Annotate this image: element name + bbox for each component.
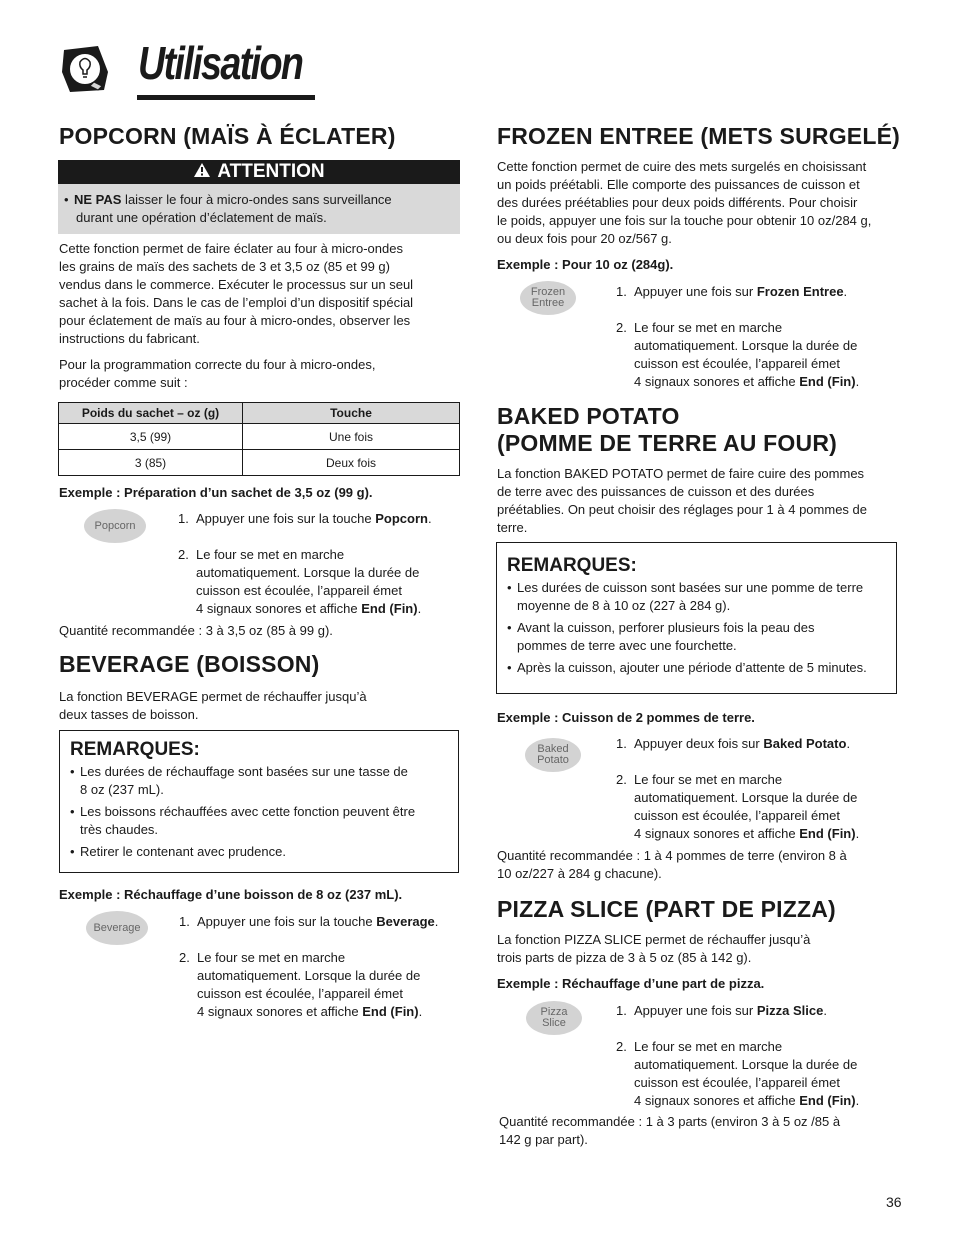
remark-text: Les durées de réchauffage sont basées sur une tasse de [80,764,408,779]
table-row [59,424,460,450]
attention-body: • NE PAS laisser le four à micro-ondes sans surveillance durant une opération d’éclatement de maïs. [58,184,460,234]
step-key: End (Fin) [362,1004,419,1019]
table-cell: Deux fois [243,450,460,476]
step-text: Appuyer une fois sur la touche [197,914,377,929]
remark-item: • Les boissons réchauffées avec cette fonction peuvent être très chaudes. [70,803,450,839]
frozen-entree-button-graphic [520,281,576,315]
popcorn-steps: 1. Appuyer une fois sur la touche Popcorn. 2. Le four se met en marche automatiquement. Lorsque la durée de cuisson est écoulée, l’appareil émet 4 signaux sonores et affiche End (Fin). [178,510,460,618]
table-header: Touche [243,403,460,424]
text-line: des durées préétablies pour deux poids différents. Pour choisir [497,195,858,210]
popcorn-intro [59,240,459,348]
step-text: Appuyer une fois sur [634,1003,757,1018]
text-line: procéder comme suit : [59,375,188,390]
beverage-steps: 1. Appuyer une fois sur la touche Beverage. 2. Le four se met en marche automatiquement. Lorsque la durée de cuisson est écoulée, l’appareil émet 4 signaux sonores et affiche End (Fin). [179,913,461,1021]
button-graphic-label: Slice [542,1017,566,1029]
step-text: 4 signaux sonores et affiche [196,601,362,616]
beverage-button-graphic [86,911,148,945]
step-text: Le four se met en marche [634,772,783,787]
step-key: End (Fin) [799,1093,856,1108]
text-line: ou deux fois pour 20 oz/567 g. [497,231,672,246]
table-header-row [59,403,460,424]
remarks-title: REMARQUES: [507,555,637,576]
text-line: un poids préétabli. Elle comporte des puissances de cuisson et [497,177,860,192]
heading-line: (POMME DE TERRE AU FOUR) [497,430,837,456]
step-text: 4 signaux sonores et affiche [634,826,800,841]
remark-text: Après la cuisson, ajouter une période d’attente de 5 minutes. [517,660,867,675]
step-key: End (Fin) [799,826,856,841]
step-key: Baked Potato [763,736,847,751]
heading-line: BAKED POTATO [497,403,680,429]
text-line: La fonction BAKED POTATO permet de faire cuire des pommes [497,466,865,481]
potato-quantity [497,847,907,883]
remark-text: Retirer le contenant avec prudence. [80,844,286,859]
remarks-title: REMARQUES: [70,739,200,760]
step-key: Beverage [376,914,435,929]
step-text: automatiquement. Lorsque la durée de [197,968,421,983]
potato-remarks-box [496,542,897,694]
table-row [59,450,460,476]
beverage-example: Exemple : Réchauffage d’une boisson de 8 oz (237 mL). [59,887,403,902]
step-text: cuisson est écoulée, l’appareil émet [634,1075,840,1090]
button-graphic-label: Frozen [530,286,566,298]
attention-line1: laisser le four à micro-ondes sans surveillance [121,192,392,207]
popcorn-intro2 [59,356,459,392]
beverage-heading: BEVERAGE (BOISSON) [59,651,320,677]
step-text: Le four se met en marche [634,1039,783,1054]
frozen-example: Exemple : Pour 10 oz (284g). [497,257,674,272]
popcorn-example: Exemple : Préparation d’un sachet de 3,5 oz (99 g). [59,485,373,500]
step-text: automatiquement. Lorsque la durée de [634,790,858,805]
text-line: préétablies. On peut choisir des réglages pour 1 à 4 pommes de [497,502,867,517]
step-text: 4 signaux sonores et affiche [634,374,800,389]
button-graphic-label: Pizza [540,1006,568,1018]
step-text: Appuyer une fois sur [634,284,757,299]
baked-potato-button-graphic [525,738,581,772]
step-text: automatiquement. Lorsque la durée de [634,1057,858,1072]
remark-item: • Les durées de cuisson sont basées sur une pomme de terre moyenne de 8 à 10 oz (227 à 284 g). [507,579,888,615]
attention-label: ATTENTION [217,161,325,182]
potato-steps: 1. Appuyer deux fois sur Baked Potato. 2. Le four se met en marche automatiquement. Lorsque la durée de cuisson est écoulée, l’appareil émet 4 signaux sonores et affiche End (Fin). [616,735,906,843]
step-text: cuisson est écoulée, l’appareil émet [634,808,840,823]
tip-lightbulb-icon [58,42,112,96]
text-line: instructions du fabricant. [59,331,200,346]
step-text: . [427,511,432,526]
remark-text: Les boissons réchauffées avec cette fonction peuvent être [80,804,416,819]
title-underline [137,95,315,100]
attention-line2: durant une opération d’éclatement de maïs. [76,210,327,225]
table-header: Poids du sachet – oz (g) [59,403,243,424]
remark-text: moyenne de 8 à 10 oz (227 à 284 g). [517,598,731,613]
table-cell: Une fois [243,424,460,450]
text-line: trois parts de pizza de 3 à 5 oz (85 à 142 g). [497,950,752,965]
step-text: cuisson est écoulée, l’appareil émet [196,583,402,598]
step-key: End (Fin) [799,374,856,389]
frozen-heading: FROZEN ENTREE (METS SURGELÉ) [497,123,901,149]
text-line: de terre avec des puissances de cuisson et des durées [497,484,815,499]
step-text: 4 signaux sonores et affiche [197,1004,363,1019]
potato-heading [497,403,907,457]
step-text: Appuyer deux fois sur [634,736,764,751]
text-line: La fonction BEVERAGE permet de réchauffer jusqu’à [59,689,367,704]
page-number: 36 [886,1194,902,1210]
frozen-steps: 1. Appuyer une fois sur Frozen Entree. 2. Le four se met en marche automatiquement. Lorsque la durée de cuisson est écoulée, l’appareil émet 4 signaux sonores et affiche End (Fin). [616,283,906,391]
popcorn-button-graphic [84,509,146,543]
step-text: Le four se met en marche [197,950,346,965]
table-cell: 3,5 (99) [59,424,243,450]
step-key: Frozen Entree [756,284,844,299]
remark-item: • Après la cuisson, ajouter une période d’attente de 5 minutes. [507,659,888,677]
warning-icon [193,162,211,182]
remark-text: Les durées de cuisson sont basées sur une pomme de terre [517,580,864,595]
text-line: deux tasses de boisson. [59,707,199,722]
pizza-intro [497,931,907,967]
potato-example: Exemple : Cuisson de 2 pommes de terre. [497,710,755,725]
potato-intro [497,465,907,537]
remark-text: 8 oz (237 mL). [80,782,164,797]
step-text: automatiquement. Lorsque la durée de [634,338,858,353]
text-line: terre. [497,520,528,535]
popcorn-table [58,402,460,476]
text-line: le poids, appuyer une fois sur la touche pour obtenir 10 oz/284 g, [497,213,872,228]
text-line: 142 g par part). [499,1132,588,1147]
pizza-slice-button-graphic [526,1001,582,1035]
text-line: Cette fonction permet de faire éclater au four à micro-ondes [59,241,403,256]
page-title: Utilisation [138,37,303,89]
beverage-remarks-box [59,730,459,873]
text-line: Quantité recommandée : 1 à 3 parts (environ 3 à 5 oz /85 à [499,1114,841,1129]
pizza-steps: 1. Appuyer une fois sur Pizza Slice. 2. Le four se met en marche automatiquement. Lorsque la durée de cuisson est écoulée, l’appareil émet 4 signaux sonores et affiche End (Fin). [616,1002,906,1110]
text-line: Pour la programmation correcte du four à micro-ondes, [59,357,376,372]
pizza-quantity [499,1113,899,1149]
step-text: cuisson est écoulée, l’appareil émet [634,356,840,371]
attention-banner [58,160,460,184]
step-text: Appuyer une fois sur la touche [196,511,376,526]
text-line: Cette fonction permet de cuire des mets surgelés en choisissant [497,159,867,174]
text-line: Quantité recommandée : 1 à 4 pommes de terre (environ 8 à [497,848,847,863]
text-line: les grains de maïs des sachets de 3 et 3,5 oz (85 et 99 g) [59,259,390,274]
step-text: automatiquement. Lorsque la durée de [196,565,420,580]
frozen-intro [497,158,907,248]
pizza-heading: PIZZA SLICE (PART DE PIZZA) [497,896,836,922]
remark-item: • Les durées de réchauffage sont basées sur une tasse de 8 oz (237 mL). [70,763,450,799]
remark-item: • Avant la cuisson, perforer plusieurs fois la peau des pommes de terre avec une fourchette. [507,619,888,655]
text-line: 10 oz/227 à 284 g chacune). [497,866,662,881]
popcorn-quantity: Quantité recommandée : 3 à 3,5 oz (85 à 99 g). [59,623,333,638]
step-text: cuisson est écoulée, l’appareil émet [197,986,403,1001]
button-graphic-label: Entree [531,297,565,309]
text-line: pour éclatement de maïs au four à micro-ondes, observer les [59,313,411,328]
button-graphic-label: Potato [537,754,569,766]
remark-text: Avant la cuisson, perforer plusieurs fois la peau des [517,620,815,635]
pizza-example: Exemple : Réchauffage d’une part de pizza. [497,976,765,991]
step-key: Popcorn [375,511,428,526]
step-text: 4 signaux sonores et affiche [634,1093,800,1108]
remark-text: très chaudes. [80,822,159,837]
step-key: Pizza Slice [756,1003,824,1018]
button-graphic-label: Baked [537,743,569,755]
button-graphic-label: Popcorn [94,519,136,532]
text-line: La fonction PIZZA SLICE permet de réchauffer jusqu’à [497,932,811,947]
attention-bold: NE PAS [74,192,122,207]
remark-item: • Retirer le contenant avec prudence. [70,843,450,861]
remark-text: pommes de terre avec une fourchette. [517,638,737,653]
beverage-intro [59,688,459,724]
popcorn-heading: POPCORN (MAÏS À ÉCLATER) [59,123,396,149]
step-text: Le four se met en marche [634,320,783,335]
step-text: Le four se met en marche [196,547,345,562]
step-key: End (Fin) [361,601,418,616]
text-line: vendus dans le commerce. Exécuter le processus sur un seul [59,277,414,292]
button-graphic-label: Beverage [93,921,141,934]
table-cell: 3 (85) [59,450,243,476]
text-line: sachet à la fois. Dans le cas de l’emploi d’un dispositif spécial [59,295,414,310]
